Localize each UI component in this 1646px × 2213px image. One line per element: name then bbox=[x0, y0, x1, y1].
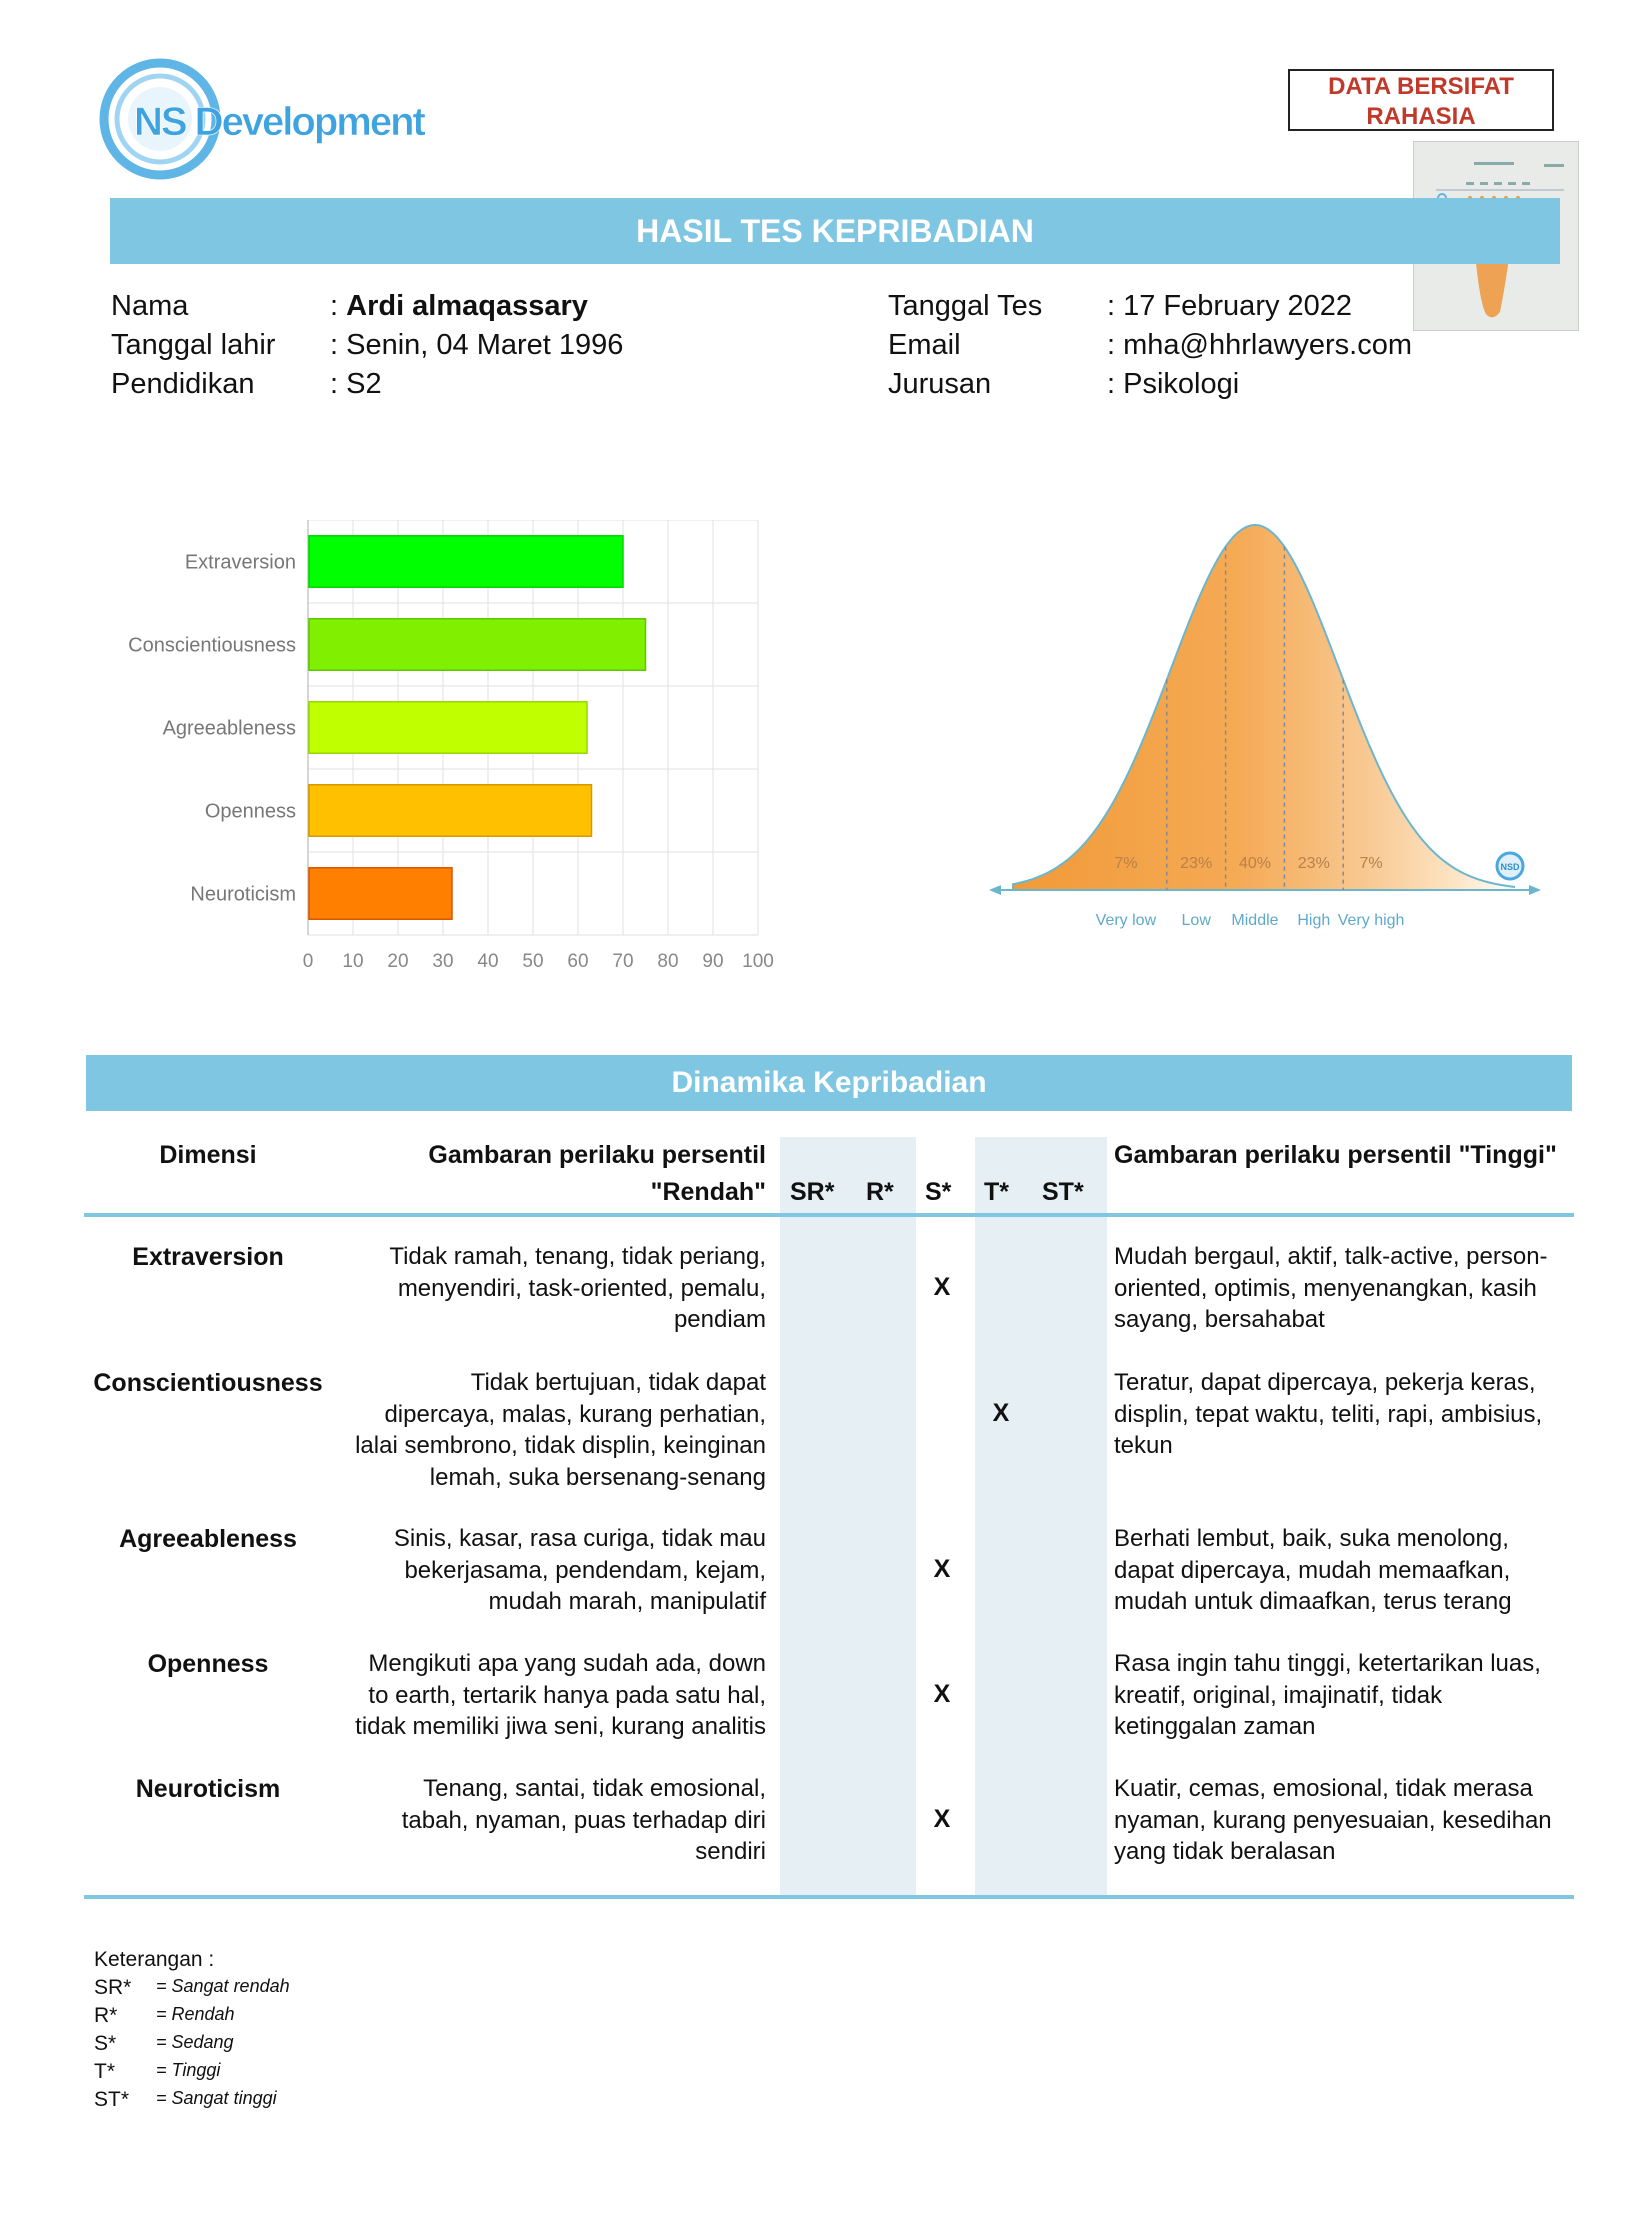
low-desc-openness bbox=[330, 1648, 766, 1743]
high-desc-line: oriented, optimis, menyenangkan, kasih bbox=[1114, 1274, 1537, 1302]
segment-label: High bbox=[1297, 912, 1331, 929]
high-desc-line: nyaman, kurang penyesuaian, kesedihan bbox=[1114, 1806, 1552, 1834]
bar-neuroticism bbox=[309, 868, 452, 919]
confidential-stamp bbox=[1288, 69, 1554, 131]
low-desc-line: Tidak bertujuan, tidak dapat bbox=[470, 1369, 766, 1396]
segment-label: Low bbox=[1181, 912, 1211, 929]
high-desc-line: yang tidak beralasan bbox=[1114, 1838, 1336, 1865]
axis-arrow-left-icon bbox=[989, 885, 1001, 895]
dynamics-title: Dinamika Kepribadian bbox=[86, 1055, 1572, 1111]
dimension-neuroticism: Neuroticism bbox=[135, 1775, 281, 1803]
personality-bar-chart bbox=[100, 520, 980, 970]
low-desc-line: lemah, suka bersenang-senang bbox=[429, 1463, 766, 1491]
logo-mark-icon bbox=[98, 56, 438, 182]
high-desc-neuroticism bbox=[1114, 1773, 1574, 1868]
bell-curve-svg bbox=[985, 510, 1545, 950]
high-desc-line: kreatif, original, imajinatif, tidak bbox=[1114, 1681, 1443, 1709]
x-tick-label: 80 bbox=[657, 951, 679, 970]
segment-label: Middle bbox=[1231, 912, 1279, 929]
low-desc-line: menyendiri, task-oriented, pemalu, bbox=[397, 1274, 766, 1302]
x-tick-label: 30 bbox=[432, 951, 454, 970]
level-mark-neuroticism: X bbox=[933, 1805, 951, 1833]
email-value: : mha@hhrlawyers.com bbox=[1107, 329, 1413, 361]
x-tick-label: 100 bbox=[742, 951, 774, 970]
high-desc-line: tekun bbox=[1114, 1432, 1173, 1459]
header-level-r: R* bbox=[866, 1178, 894, 1206]
low-desc-line: to earth, tertarik hanya pada satu hal, bbox=[368, 1681, 766, 1709]
segment-percent: 23% bbox=[1297, 855, 1330, 872]
header-level-sr: SR* bbox=[790, 1178, 835, 1206]
dimension-extraversion: Extraversion bbox=[132, 1243, 284, 1271]
legend-desc: = Tinggi bbox=[156, 2060, 221, 2080]
segment-label: Very low bbox=[1095, 912, 1157, 929]
low-desc-line: lalai sembrono, tidak displin, keinginan bbox=[355, 1432, 766, 1459]
level-mark-conscientiousness: X bbox=[992, 1399, 1010, 1427]
normal-distribution-chart bbox=[985, 510, 1545, 950]
level-shade-t-st bbox=[975, 1137, 1107, 1897]
low-desc-line: bekerjasama, pendendam, kejam, bbox=[404, 1556, 766, 1584]
legend-title: Keterangan : bbox=[94, 1948, 215, 1971]
page-title: HASIL TES KEPRIBADIAN bbox=[110, 198, 1560, 264]
education-value: : S2 bbox=[330, 368, 382, 400]
segment-percent: 7% bbox=[1114, 855, 1138, 872]
y-tick-label: Conscientiousness bbox=[128, 634, 296, 657]
x-tick-label: 20 bbox=[387, 951, 409, 970]
confidential-line-2: RAHASIA bbox=[1366, 103, 1476, 130]
test-date-value: : 17 February 2022 bbox=[1107, 290, 1353, 322]
x-tick-label: 60 bbox=[567, 951, 589, 970]
header-high: Gambaran perilaku persentil "Tinggi" bbox=[1114, 1141, 1557, 1169]
education-label: Pendidikan bbox=[111, 368, 255, 400]
legend-code: R* bbox=[94, 2004, 118, 2027]
low-desc-line: tidak memiliki jiwa seni, kurang analitis bbox=[355, 1713, 766, 1740]
name-value bbox=[330, 286, 588, 326]
low-desc-conscientiousness bbox=[330, 1367, 766, 1493]
name-value-strong: Ardi almaqassary bbox=[346, 290, 588, 322]
level-mark-extraversion: X bbox=[933, 1273, 951, 1301]
major-value: : Psikologi bbox=[1107, 368, 1240, 400]
low-desc-line: Tidak ramah, tenang, tidak periang, bbox=[389, 1243, 766, 1270]
low-desc-line: Sinis, kasar, rasa curiga, tidak mau bbox=[393, 1525, 766, 1552]
segment-percent: 23% bbox=[1180, 855, 1213, 872]
x-tick-label: 0 bbox=[302, 951, 314, 970]
header-level-s: S* bbox=[925, 1178, 952, 1206]
level-mark-agreeableness: X bbox=[933, 1555, 951, 1583]
low-desc-line: tabah, nyaman, puas terhadap diri bbox=[401, 1806, 766, 1834]
company-logo bbox=[98, 56, 438, 182]
bar-openness bbox=[309, 785, 592, 836]
header-level-t: T* bbox=[984, 1178, 1009, 1206]
header-dimension: Dimensi bbox=[159, 1141, 257, 1169]
level-mark-openness: X bbox=[933, 1680, 951, 1708]
name-label: Nama bbox=[111, 290, 189, 322]
low-desc-line: pendiam bbox=[673, 1306, 766, 1333]
x-tick-label: 90 bbox=[702, 951, 724, 970]
low-desc-neuroticism bbox=[330, 1773, 766, 1868]
legend-code: SR* bbox=[94, 1976, 132, 1999]
y-tick-label: Extraversion bbox=[184, 551, 296, 574]
low-desc-line: mudah marah, manipulatif bbox=[488, 1588, 766, 1615]
nsd-badge-text: NSD bbox=[1500, 862, 1520, 872]
bar-extraversion bbox=[309, 536, 623, 587]
dimension-conscientiousness: Conscientiousness bbox=[93, 1369, 323, 1397]
high-desc-openness bbox=[1114, 1648, 1574, 1743]
high-desc-conscientiousness bbox=[1114, 1367, 1574, 1462]
y-tick-label: Neuroticism bbox=[190, 883, 296, 906]
segment-label: Very high bbox=[1337, 912, 1405, 929]
high-desc-line: displin, tepat waktu, teliti, rapi, ambisius, bbox=[1114, 1400, 1543, 1428]
birthdate-label: Tanggal lahir bbox=[111, 329, 276, 361]
low-desc-line: dipercaya, malas, kurang perhatian, bbox=[384, 1400, 766, 1428]
low-desc-extraversion bbox=[330, 1241, 766, 1336]
low-desc-line: Tenang, santai, tidak emosional, bbox=[423, 1775, 766, 1802]
table-header-divider bbox=[84, 1213, 1574, 1217]
header-low-line-2: "Rendah" bbox=[650, 1178, 766, 1206]
low-desc-line: sendiri bbox=[695, 1838, 766, 1865]
high-desc-agreeableness bbox=[1114, 1523, 1574, 1618]
legend-code: ST* bbox=[94, 2088, 130, 2111]
legend-code: T* bbox=[94, 2060, 115, 2083]
logo-text: NS Development bbox=[134, 100, 424, 144]
high-desc-line: Teratur, dapat dipercaya, pekerja keras, bbox=[1114, 1369, 1536, 1396]
segment-percent: 7% bbox=[1359, 855, 1383, 872]
axis-arrow-right-icon bbox=[1529, 885, 1541, 895]
x-tick-label: 40 bbox=[477, 951, 499, 970]
confidential-line-1: DATA BERSIFAT bbox=[1328, 73, 1514, 100]
legend bbox=[94, 1946, 394, 2114]
high-desc-line: sayang, bersahabat bbox=[1114, 1306, 1325, 1333]
segment-percent: 40% bbox=[1238, 855, 1272, 872]
table-bottom-divider bbox=[84, 1895, 1574, 1899]
high-desc-line: ketinggalan zaman bbox=[1114, 1713, 1316, 1740]
low-desc-line: Mengikuti apa yang sudah ada, down bbox=[368, 1650, 766, 1677]
bar-chart-svg bbox=[100, 520, 980, 970]
legend-desc: = Sangat rendah bbox=[156, 1976, 290, 1996]
legend-code: S* bbox=[94, 2032, 117, 2055]
major-label: Jurusan bbox=[888, 368, 992, 400]
nsd-badge-icon bbox=[1497, 853, 1523, 879]
legend-desc: = Sangat tinggi bbox=[156, 2088, 277, 2108]
birthdate-value: : Senin, 04 Maret 1996 bbox=[330, 329, 624, 361]
high-desc-line: Kuatir, cemas, emosional, tidak merasa bbox=[1114, 1775, 1533, 1802]
high-desc-line: mudah untuk dimaafkan, terus terang bbox=[1114, 1588, 1512, 1615]
level-shade-sr-r bbox=[780, 1137, 916, 1897]
high-desc-line: Mudah bergaul, aktif, talk-active, person- bbox=[1114, 1243, 1548, 1270]
high-desc-line: Rasa ingin tahu tinggi, ketertarikan luas, bbox=[1114, 1650, 1541, 1677]
dimension-agreeableness: Agreeableness bbox=[119, 1525, 297, 1553]
header-low-line-1: Gambaran perilaku persentil bbox=[428, 1141, 766, 1169]
legend-desc: = Sedang bbox=[156, 2032, 234, 2052]
high-desc-extraversion bbox=[1114, 1241, 1574, 1336]
high-desc-line: dapat dipercaya, mudah memaafkan, bbox=[1114, 1556, 1511, 1584]
y-tick-label: Openness bbox=[204, 800, 296, 823]
test-date-label: Tanggal Tes bbox=[888, 290, 1043, 322]
x-tick-label: 50 bbox=[522, 951, 544, 970]
bell-area bbox=[1013, 525, 1515, 890]
low-desc-agreeableness bbox=[330, 1523, 766, 1618]
header-level-st: ST* bbox=[1042, 1178, 1084, 1206]
name-value-text: : Ardi almaqassary bbox=[330, 290, 588, 322]
bar-agreeableness bbox=[309, 702, 587, 753]
legend-items bbox=[94, 1974, 394, 2114]
y-tick-label: Agreeableness bbox=[162, 717, 296, 740]
x-tick-label: 10 bbox=[342, 951, 364, 970]
x-tick-label: 70 bbox=[612, 951, 634, 970]
email-label: Email bbox=[888, 329, 961, 361]
dimension-openness: Openness bbox=[147, 1650, 269, 1678]
bar-conscientiousness bbox=[309, 619, 646, 670]
high-desc-line: Berhati lembut, baik, suka menolong, bbox=[1114, 1525, 1509, 1552]
legend-desc: = Rendah bbox=[156, 2004, 235, 2024]
